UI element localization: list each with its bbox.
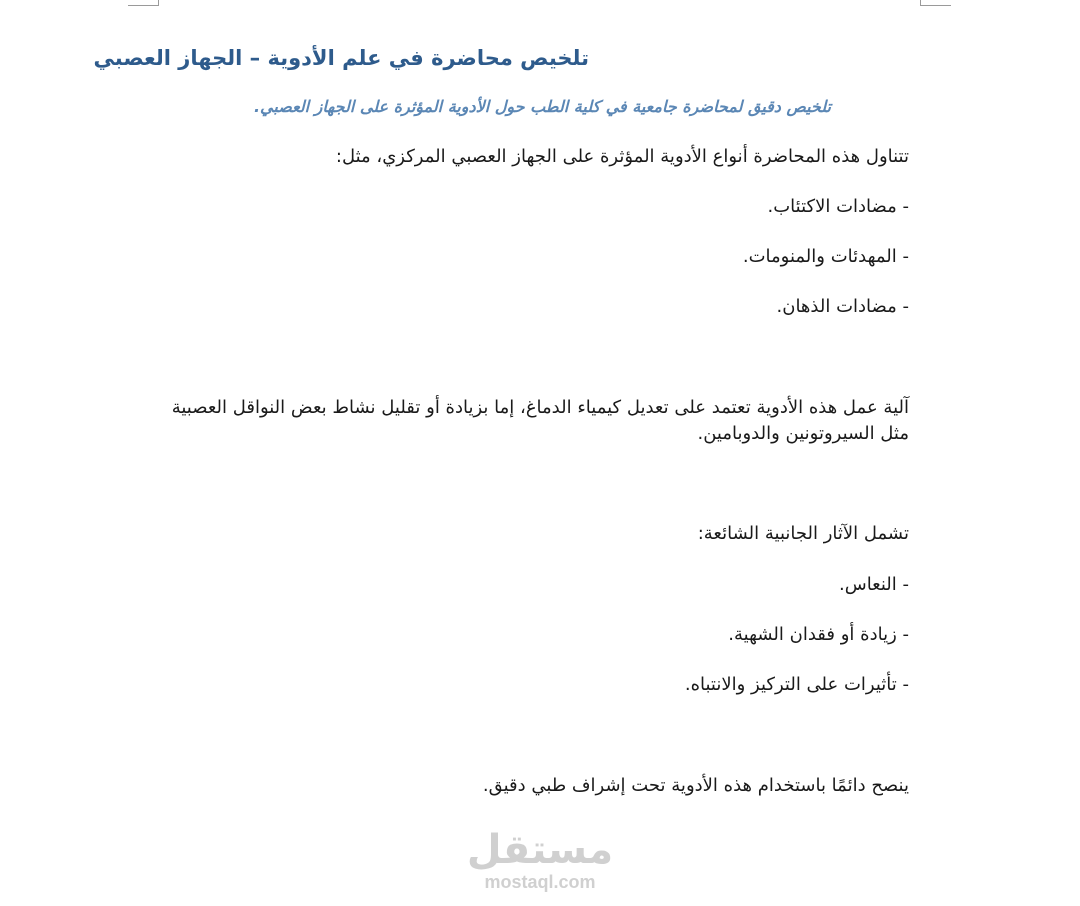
list-item-drug-type-3: - مضادات الذهان. (776, 296, 909, 317)
watermark-latin-text: mostaql.com (484, 872, 596, 892)
side-effects-heading: تشمل الآثار الجانبية الشائعة: (697, 523, 909, 544)
list-item-side-effect-2: - زيادة أو فقدان الشهية. (728, 624, 909, 645)
mechanism-paragraph: آلية عمل هذه الأدوية تعتمد على تعديل كيمياء الدماغ، إما بزيادة أو تقليل نشاط بعض النواقل العصبية مثل السيروتونين والدوبامين. (171, 397, 909, 444)
list-item-side-effect-3: - تأثيرات على التركيز والانتباه. (684, 674, 909, 695)
document-title: تلخيص محاضرة في علم الأدوية – الجهاز العصبي (93, 46, 589, 70)
watermark-arabic-text: مستقل (466, 827, 614, 873)
document-subtitle: تلخيص دقيق لمحاضرة جامعية في كلية الطب حول الأدوية المؤثرة على الجهاز العصبي. (253, 97, 831, 116)
list-item-side-effect-1: - النعاس. (839, 574, 909, 595)
intro-paragraph: تتناول هذه المحاضرة أنواع الأدوية المؤثرة على الجهاز العصبي المركزي، مثل: (335, 146, 909, 167)
recommendation-paragraph: ينصح دائمًا باستخدام هذه الأدوية تحت إشراف طبي دقيق. (482, 775, 909, 796)
list-item-drug-type-1: - مضادات الاكتئاب. (767, 196, 909, 217)
list-item-drug-type-2: - المهدئات والمنومات. (742, 246, 909, 267)
